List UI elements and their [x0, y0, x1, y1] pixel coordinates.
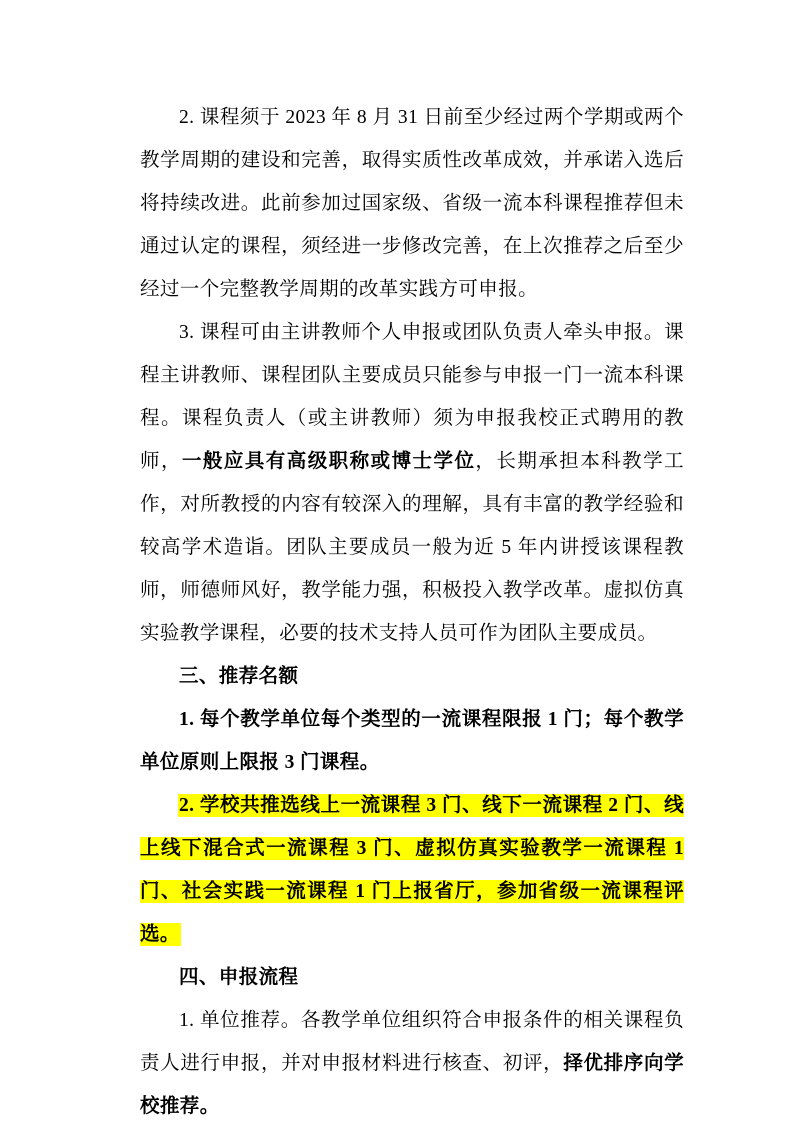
paragraph-text-bold: 一般应具有高级职称或博士学位	[181, 451, 476, 472]
paragraph-item-3	[140, 311, 684, 655]
paragraph-text: 1. 每个教学单位每个类型的一流课程限报 1 门；每个教学单位原则上限报 3 门课程。	[140, 709, 684, 773]
paragraph-text: 2. 课程须于 2023 年 8 月 31 日前至少经过两个学期或两个教学周期的建设和完善，取得实质性改革成效，并承诺入选后将持续改进。此前参加过国家级、省级一流本科课程推荐但未通过认定的课程，须经进一步修改完善，在上次推荐之后至少经过一个完整教学周期的改革实践方可申报。	[140, 107, 684, 300]
highlighted-text: 2. 学校共推选线上一流课程 3 门、线下一流课程 2 门、线上线下混合式一流课程 3 门、虚拟仿真实验教学一流课程 1 门、社会实践一流课程 1 门上报省厅，参加省级一流课程评选。	[140, 795, 684, 945]
paragraph-text-part1: 3. 课程可由主讲教师个人申报或团队负责人牵头申报。课程主讲教师、课程团队主要成员只能参与申报一门一流本科课程。课程负责人（或主讲教师）须为申报我校正式聘用的教师，	[140, 322, 684, 472]
paragraph-quota-2-highlighted	[140, 784, 684, 956]
paragraph-text-part1: 1. 单位推荐。各教学单位组织符合申报条件的相关课程负责人进行申报，并对申报材料进行核查、初评，	[140, 1010, 684, 1074]
paragraph-text-part2: ，长期承担本科教学工作，对所教授的内容有较深入的理解，具有丰富的教学经验和较高学术造诣。团队主要成员一般为近 5 年内讲授该课程教师，师德师风好，教学能力强，积极投入教学改革。虚拟仿真实验教学课程，必要的技术支持人员可作为团队主要成员。	[140, 451, 684, 644]
paragraph-process-1	[140, 999, 684, 1128]
heading-section-four	[140, 956, 684, 999]
heading-text: 四、申报流程	[179, 967, 299, 988]
heading-section-three	[140, 655, 684, 698]
paragraph-item-2	[140, 96, 684, 311]
heading-text: 三、推荐名额	[179, 666, 299, 687]
document-body	[140, 96, 684, 1128]
paragraph-text-bold: 择优排序向学校推荐。	[140, 1053, 684, 1117]
paragraph-quota-1	[140, 698, 684, 784]
